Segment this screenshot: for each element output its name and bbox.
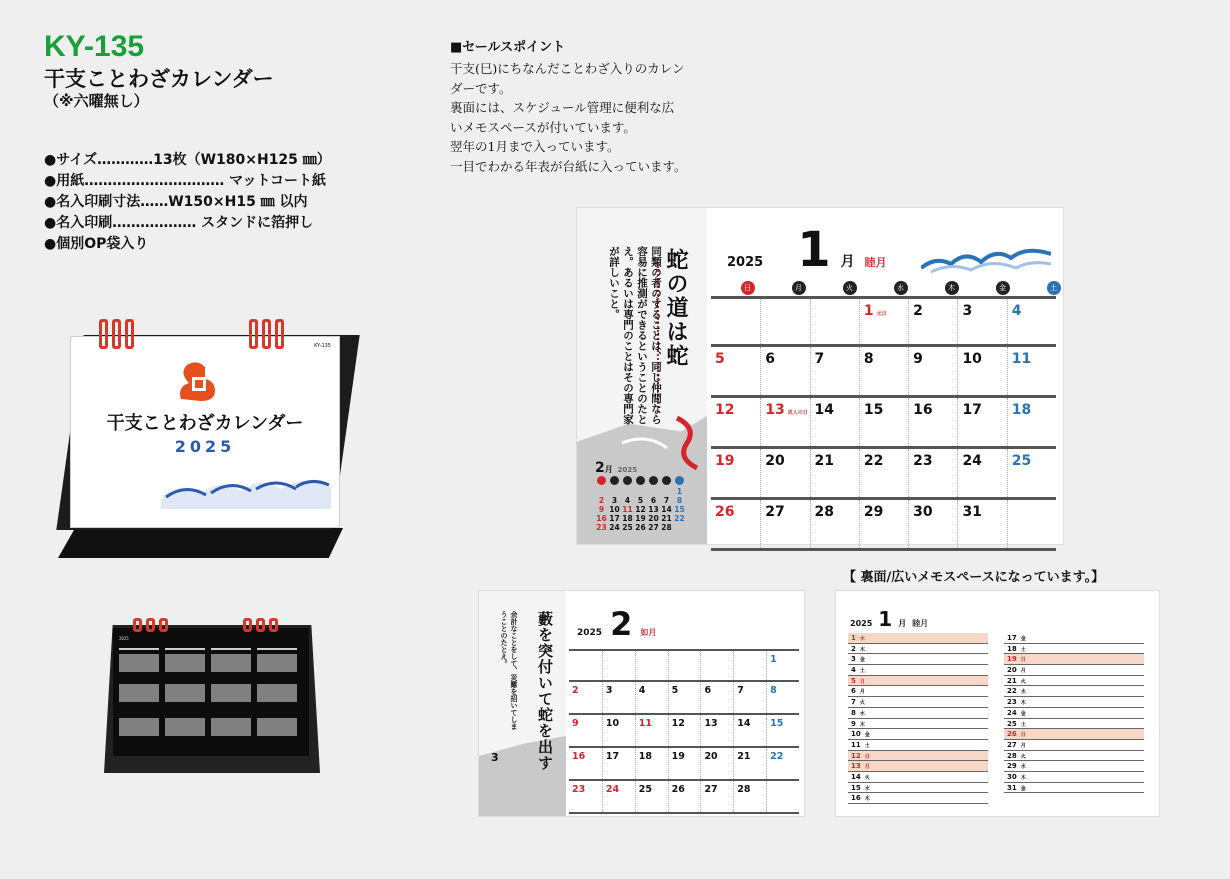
january-calendar-page xyxy=(576,207,1064,545)
day-cell: 25 xyxy=(1007,449,1056,497)
week-row xyxy=(569,649,799,682)
memo-day-line: 11 土 xyxy=(848,740,988,751)
day-cell: 26 xyxy=(668,781,701,812)
month-name: 睦月 xyxy=(864,256,887,269)
february-calendar-page xyxy=(478,590,805,817)
day-cell: 12 xyxy=(668,715,701,746)
memo-day-line: 23 木 xyxy=(1004,697,1144,708)
day-cell: 21 xyxy=(810,449,859,497)
mini-day: 18 xyxy=(622,514,633,523)
day-cell: 14 xyxy=(733,715,766,746)
sales-line: 裏面には、スケジュール管理に便利な広 xyxy=(450,100,675,115)
mini-day xyxy=(634,487,647,496)
day-cell xyxy=(700,651,733,680)
memo-day-line: 19 日 xyxy=(1004,654,1144,665)
mini-day: 19 xyxy=(635,514,646,523)
memo-day-line: 8 水 xyxy=(848,708,988,719)
mini-day: 25 xyxy=(622,523,633,532)
mini-day: 27 xyxy=(648,523,659,532)
mini-day: 14 xyxy=(661,505,672,514)
proverb-description: 余計なことをして、災難を招いてしまうことのたとえ。 xyxy=(500,611,519,730)
memo-month-kanji: 月 xyxy=(898,619,907,628)
day-cell xyxy=(602,651,635,680)
memo-column-right xyxy=(1004,633,1144,793)
memo-day-line: 3 金 xyxy=(848,654,988,665)
day-cell: 7 xyxy=(733,682,766,713)
mini-day xyxy=(621,487,634,496)
spec-print: ●名入印刷……………… スタンドに箔押し xyxy=(44,215,314,231)
snake-logo-icon xyxy=(175,359,221,403)
memo-day-line: 22 水 xyxy=(1004,686,1144,697)
day-cell xyxy=(733,651,766,680)
day-cell: 20 xyxy=(700,748,733,779)
memo-header xyxy=(850,607,928,631)
day-cell: 7 xyxy=(810,347,859,395)
mini-day: 5 xyxy=(637,496,644,505)
memo-day-line: 29 水 xyxy=(1004,761,1144,772)
proverb-title: 蛇の道は蛇 xyxy=(663,248,689,368)
day-grid xyxy=(569,649,799,814)
day-cell: 8 xyxy=(859,347,908,395)
weekday-label: 金 xyxy=(996,281,1010,295)
back-caption: 【 裏面/広いメモスペースになっています。】 xyxy=(843,570,1105,585)
day-cell: 6 xyxy=(760,347,809,395)
day-cell: 28 xyxy=(733,781,766,812)
memo-day-line: 5 日 xyxy=(848,676,988,687)
mini-calendar-feb: 2月 2025 1 2 3 4 5 6 7 8 9 10 11 12 13 14 15 16 17 18 19 20 21 22 23 24 25 26 27 28 xyxy=(595,460,689,532)
day-cell: 10 xyxy=(957,347,1006,395)
memo-month-name: 睦月 xyxy=(912,619,929,628)
memo-page xyxy=(835,590,1160,817)
weekday-label: 木 xyxy=(945,281,959,295)
weekday-label: 土 xyxy=(1047,281,1061,295)
ring-binding-right xyxy=(243,618,278,632)
mini-day xyxy=(647,487,660,496)
day-cell: 21 xyxy=(733,748,766,779)
cover-year: 2025 xyxy=(174,437,236,456)
day-cell: 2 xyxy=(572,685,579,696)
sales-line: 翌年の1月まで入っています。 xyxy=(450,139,620,154)
mini-day: 9 xyxy=(598,505,605,514)
mini-day: 11 xyxy=(622,505,633,514)
day-cell: 15 xyxy=(859,398,908,446)
memo-day-line: 15 水 xyxy=(848,783,988,794)
day-cell: 6 xyxy=(700,682,733,713)
proverb-title: 藪を突付いて蛇を出す xyxy=(536,611,554,771)
weekday-label: 月 xyxy=(792,281,806,295)
memo-day-line: 14 火 xyxy=(848,772,988,783)
day-cell xyxy=(766,781,799,812)
mini-day: 8 xyxy=(676,496,683,505)
memo-day-line: 7 火 xyxy=(848,697,988,708)
month-number: 1 xyxy=(797,222,831,278)
memo-year: 2025 xyxy=(850,619,873,628)
memo-column-left xyxy=(848,633,988,804)
year-chart-board xyxy=(113,628,309,756)
day-cell: 23 xyxy=(572,784,586,795)
day-cell xyxy=(810,299,859,344)
day-cell: 2 xyxy=(908,299,957,344)
mini-day: 15 xyxy=(674,505,685,514)
mini-day: 20 xyxy=(648,514,659,523)
memo-day-line: 13 月 xyxy=(848,761,988,772)
mini-day: 17 xyxy=(609,514,620,523)
memo-day-line: 16 木 xyxy=(848,793,988,804)
weekday-label: 水 xyxy=(894,281,908,295)
day-cell: 4 xyxy=(1007,299,1056,344)
day-cell xyxy=(635,651,668,680)
mini-week-row xyxy=(595,514,689,523)
week-row xyxy=(711,449,1056,500)
cover-title: 干支ことわざカレンダー xyxy=(106,413,304,434)
day-cell: 17 xyxy=(602,748,635,779)
day-cell: 16 xyxy=(908,398,957,446)
wave-illustration-icon xyxy=(921,228,1051,278)
sales-line: いメモスペースが付いています。 xyxy=(450,119,636,135)
cover-page xyxy=(70,336,340,528)
memo-day-line: 9 木 xyxy=(848,719,988,730)
memo-day-line: 4 土 xyxy=(848,665,988,676)
mini-day xyxy=(608,487,621,496)
mini-month: 3 xyxy=(491,751,499,764)
memo-day-line: 27 月 xyxy=(1004,740,1144,751)
day-cell: 5 xyxy=(715,351,725,367)
calendar-year: 2025 xyxy=(577,628,603,638)
week-row xyxy=(711,296,1056,347)
mini-day xyxy=(673,523,686,532)
mini-day: 7 xyxy=(663,496,670,505)
day-cell: 30 xyxy=(908,500,957,548)
mini-day: 23 xyxy=(596,523,607,532)
day-cell: 24 xyxy=(602,781,635,812)
wave-illustration-icon xyxy=(161,469,331,509)
day-cell: 19 xyxy=(668,748,701,779)
memo-day-line: 10 金 xyxy=(848,729,988,740)
memo-day-line: 2 木 xyxy=(848,644,988,655)
spec-size: ●サイズ…………13枚（W180×H125 ㎜） xyxy=(44,152,331,168)
month-header xyxy=(727,222,887,278)
day-cell xyxy=(760,299,809,344)
week-row xyxy=(569,781,799,814)
mini-day: 24 xyxy=(609,523,620,532)
mini-dow-row xyxy=(595,476,689,487)
mini-day: 2 xyxy=(598,496,605,505)
day-cell: 17 xyxy=(957,398,1006,446)
day-cell: 29 xyxy=(859,500,908,548)
week-row xyxy=(711,398,1056,449)
mini-month: 2 xyxy=(595,460,605,476)
day-cell xyxy=(1007,500,1056,548)
day-cell: 14 xyxy=(810,398,859,446)
mini-day xyxy=(595,487,608,496)
day-cell xyxy=(668,651,701,680)
mini-day: 21 xyxy=(661,514,672,523)
product-subtitle: （※六曜無し） xyxy=(44,92,149,110)
day-cell: 19 xyxy=(715,453,735,469)
mini-day: 3 xyxy=(611,496,618,505)
memo-day-line: 12 日 xyxy=(848,751,988,762)
day-cell: 22 xyxy=(766,748,799,779)
memo-day-line: 18 土 xyxy=(1004,644,1144,655)
day-cell: 31 xyxy=(957,500,1006,548)
ring-binding-left xyxy=(99,319,134,349)
day-cell: 10 xyxy=(602,715,635,746)
day-cell: 9 xyxy=(572,718,579,729)
mini-day: 6 xyxy=(650,496,657,505)
day-cell: 11 xyxy=(1007,347,1056,395)
day-cell: 1 xyxy=(766,651,799,680)
sales-line: ダーです。 xyxy=(450,80,512,96)
day-cell: 20 xyxy=(760,449,809,497)
memo-day-line: 28 火 xyxy=(1004,751,1144,762)
day-cell: 4 xyxy=(635,682,668,713)
day-cell: 26 xyxy=(715,504,735,520)
memo-day-line: 21 火 xyxy=(1004,676,1144,687)
month-number: 2 xyxy=(610,605,633,643)
day-cell: 24 xyxy=(957,449,1006,497)
day-cell: 5 xyxy=(668,682,701,713)
day-cell: 27 xyxy=(760,500,809,548)
day-cell: 18 xyxy=(635,748,668,779)
mini-week-row xyxy=(595,523,689,532)
mini-week-row xyxy=(595,496,689,505)
weekday-label: 火 xyxy=(843,281,857,295)
memo-day-line: 17 金 xyxy=(1004,633,1144,644)
day-cell: 25 xyxy=(635,781,668,812)
product-code: KY-135 xyxy=(44,30,145,63)
ring-binding-left xyxy=(133,618,168,632)
day-cell: 15 xyxy=(766,715,799,746)
year-chart-year: 2025 xyxy=(119,636,129,641)
day-cell: 16 xyxy=(572,751,586,762)
memo-day-line: 30 木 xyxy=(1004,772,1144,783)
week-row xyxy=(569,682,799,715)
product-title: 干支ことわざカレンダー xyxy=(44,67,274,91)
sales-line: 干支(巳)にちなんだことわざ入りのカレン xyxy=(450,61,685,76)
month-kanji: 月 xyxy=(840,254,855,270)
week-row xyxy=(569,715,799,748)
memo-day-line: 6 月 xyxy=(848,686,988,697)
mini-day: 28 xyxy=(661,523,672,532)
day-cell: 11 xyxy=(635,715,668,746)
day-grid xyxy=(711,296,1056,551)
day-cell: 13 成人の日 xyxy=(760,398,809,446)
proverb-panel xyxy=(577,208,707,544)
spec-paper: ●用紙………………………… マットコート紙 xyxy=(44,173,326,189)
day-cell xyxy=(569,651,602,680)
mini-week-row xyxy=(595,487,689,496)
memo-day-line: 26 日 xyxy=(1004,729,1144,740)
spec-print-size: ●名入印刷寸法……W150×H15 ㎜ 以内 xyxy=(44,194,308,210)
mini-day: 10 xyxy=(609,505,620,514)
spec-bag: ●個別OP袋入り xyxy=(44,236,149,252)
mini-day: 16 xyxy=(596,514,607,523)
mini-day: 4 xyxy=(624,496,631,505)
mini-day: 26 xyxy=(635,523,646,532)
sales-heading: ■セールスポイント xyxy=(450,40,566,55)
week-row xyxy=(711,500,1056,551)
mini-week-row xyxy=(595,505,689,514)
memo-day-line: 31 金 xyxy=(1004,783,1144,794)
week-row xyxy=(569,748,799,781)
mini-day: 12 xyxy=(635,505,646,514)
memo-day-line: 20 月 xyxy=(1004,665,1144,676)
mini-day: 13 xyxy=(648,505,659,514)
day-cell: 8 xyxy=(766,682,799,713)
year-chart-grid-icon xyxy=(119,648,303,752)
memo-day-line: 24 金 xyxy=(1004,708,1144,719)
mini-day: 22 xyxy=(674,514,685,523)
memo-day-line: 1 水 xyxy=(848,633,988,644)
proverb-panel xyxy=(479,591,566,816)
memo-day-line: 25 土 xyxy=(1004,719,1144,730)
calendar-year: 2025 xyxy=(727,255,764,270)
ring-binding-right xyxy=(249,319,284,349)
stand-base xyxy=(58,528,343,558)
memo-month: 1 xyxy=(878,607,893,631)
month-header xyxy=(577,605,656,643)
day-cell: 23 xyxy=(908,449,957,497)
sales-point xyxy=(450,36,750,176)
cover-code: KY-135 xyxy=(314,343,331,349)
day-cell: 13 xyxy=(700,715,733,746)
day-cell: 3 xyxy=(602,682,635,713)
mini-year: 2025 xyxy=(617,466,638,474)
day-cell: 28 xyxy=(810,500,859,548)
spec-list xyxy=(44,150,331,255)
weekday-label: 日 xyxy=(741,281,755,295)
day-cell: 27 xyxy=(700,781,733,812)
day-cell: 9 xyxy=(908,347,957,395)
week-row xyxy=(711,347,1056,398)
day-cell xyxy=(711,299,760,344)
day-cell: 22 xyxy=(859,449,908,497)
day-cell: 18 xyxy=(1007,398,1056,446)
day-cell: 12 xyxy=(715,402,735,418)
weekday-header xyxy=(722,281,1079,295)
day-cell: 3 xyxy=(957,299,1006,344)
mini-day: 1 xyxy=(676,487,683,496)
sales-line: 一目でわかる年表が台紙に入っています。 xyxy=(450,158,687,174)
day-cell: 1 元日 xyxy=(859,299,908,344)
proverb-description: 同類の者のすることは、同じ仲間なら容易に推測ができるということのたとえ。あるいは専門のことはその専門家が詳しいこと。 xyxy=(608,246,662,425)
mini-day xyxy=(660,487,673,496)
month-name: 如月 xyxy=(640,628,657,637)
